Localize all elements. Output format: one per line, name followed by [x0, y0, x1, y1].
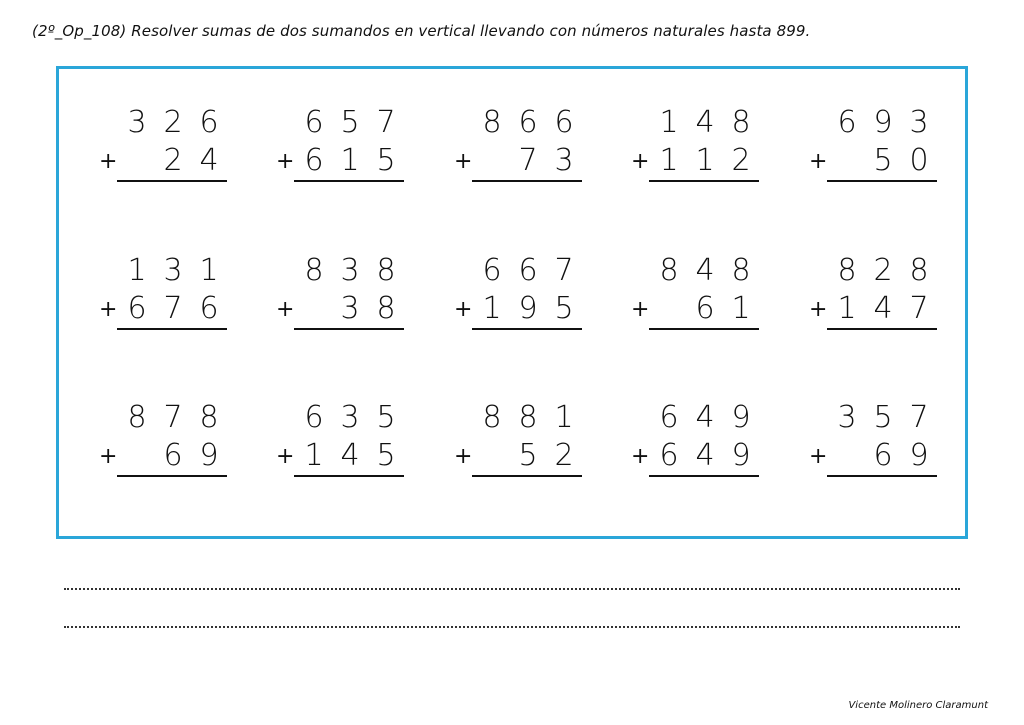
digit	[119, 440, 155, 472]
digit: 9	[199, 438, 219, 473]
plus-sign: +	[99, 444, 118, 469]
digit: 7	[376, 105, 396, 140]
first-addend	[119, 255, 227, 287]
digit	[651, 293, 687, 325]
digit: 5	[873, 143, 893, 178]
digit: 8	[304, 253, 324, 288]
answer-dotted-line[interactable]	[64, 588, 960, 590]
digit: 4	[873, 291, 893, 326]
sum-line	[472, 328, 582, 330]
sum-line	[294, 328, 404, 330]
second-addend	[474, 145, 582, 177]
digit: 8	[659, 253, 679, 288]
digit: 6	[659, 400, 679, 435]
first-addend	[651, 255, 759, 287]
second-addend	[829, 440, 937, 472]
digit: 8	[909, 253, 929, 288]
digit: 6	[482, 253, 502, 288]
digit: 1	[340, 143, 360, 178]
digit: 6	[163, 438, 183, 473]
sum-line	[827, 475, 937, 477]
digit: 6	[199, 105, 219, 140]
digit: 6	[518, 105, 538, 140]
digit	[829, 145, 865, 177]
first-addend	[296, 402, 404, 434]
second-addend	[651, 440, 759, 472]
first-addend	[474, 402, 582, 434]
digit: 8	[731, 105, 751, 140]
digit: 9	[731, 400, 751, 435]
first-addend	[296, 255, 404, 287]
digit: 3	[554, 143, 574, 178]
digit: 6	[304, 143, 324, 178]
digit: 4	[199, 143, 219, 178]
addition-problem[interactable]	[99, 255, 229, 335]
plus-sign: +	[99, 149, 118, 174]
addition-problem[interactable]	[809, 107, 939, 187]
digit: 8	[482, 105, 502, 140]
digit: 7	[518, 143, 538, 178]
plus-sign: +	[809, 149, 828, 174]
sum-line	[294, 475, 404, 477]
digit: 4	[695, 253, 715, 288]
digit: 6	[199, 291, 219, 326]
sum-line	[472, 180, 582, 182]
digit: 1	[482, 291, 502, 326]
first-addend	[829, 107, 937, 139]
digit: 5	[554, 291, 574, 326]
plus-sign: +	[276, 297, 295, 322]
second-addend	[474, 440, 582, 472]
plus-sign: +	[809, 444, 828, 469]
second-addend	[651, 293, 759, 325]
digit: 1	[837, 291, 857, 326]
second-addend	[829, 145, 937, 177]
digit: 1	[199, 253, 219, 288]
sum-line	[472, 475, 582, 477]
plus-sign: +	[631, 297, 650, 322]
digit: 7	[909, 291, 929, 326]
digit: 3	[340, 291, 360, 326]
sum-line	[117, 328, 227, 330]
second-addend	[119, 440, 227, 472]
digit: 8	[376, 291, 396, 326]
digit: 3	[163, 253, 183, 288]
addition-problem[interactable]	[454, 107, 584, 187]
digit: 8	[199, 400, 219, 435]
digit: 4	[695, 105, 715, 140]
digit: 7	[163, 291, 183, 326]
digit: 6	[554, 105, 574, 140]
digit: 2	[554, 438, 574, 473]
worksheet-title: (2º_Op_108) Resolver sumas de dos sumandos en vertical llevando con números naturales hasta 899.	[32, 22, 811, 40]
digit: 5	[340, 105, 360, 140]
digit: 8	[127, 400, 147, 435]
digit: 6	[304, 400, 324, 435]
digit: 3	[837, 400, 857, 435]
addition-problem[interactable]	[276, 107, 406, 187]
sum-line	[827, 328, 937, 330]
digit: 1	[304, 438, 324, 473]
digit	[474, 145, 510, 177]
second-addend	[296, 145, 404, 177]
addition-problem[interactable]	[276, 255, 406, 335]
addition-problem[interactable]	[454, 255, 584, 335]
digit: 6	[873, 438, 893, 473]
author-credit: Vicente Molinero Claramunt	[848, 700, 988, 711]
first-addend	[651, 107, 759, 139]
second-addend	[829, 293, 937, 325]
plus-sign: +	[454, 444, 473, 469]
first-addend	[296, 107, 404, 139]
sum-line	[117, 180, 227, 182]
digit: 9	[909, 438, 929, 473]
addition-problem[interactable]	[631, 107, 761, 187]
digit: 1	[659, 105, 679, 140]
digit: 3	[340, 253, 360, 288]
addition-problem[interactable]	[631, 402, 761, 482]
plus-sign: +	[276, 444, 295, 469]
first-addend	[119, 107, 227, 139]
second-addend	[651, 145, 759, 177]
digit: 6	[659, 438, 679, 473]
digit: 6	[837, 105, 857, 140]
digit: 8	[518, 400, 538, 435]
digit: 8	[376, 253, 396, 288]
first-addend	[651, 402, 759, 434]
first-addend	[474, 107, 582, 139]
digit	[474, 440, 510, 472]
first-addend	[474, 255, 582, 287]
digit: 4	[695, 400, 715, 435]
digit: 5	[518, 438, 538, 473]
sum-line	[649, 180, 759, 182]
plus-sign: +	[454, 149, 473, 174]
digit: 1	[731, 291, 751, 326]
sum-line	[294, 180, 404, 182]
exercise-box	[56, 66, 968, 539]
digit: 2	[163, 105, 183, 140]
addition-problem[interactable]	[631, 255, 761, 335]
plus-sign: +	[809, 297, 828, 322]
digit: 4	[340, 438, 360, 473]
digit: 1	[127, 253, 147, 288]
plus-sign: +	[99, 297, 118, 322]
digit: 7	[554, 253, 574, 288]
sum-line	[827, 180, 937, 182]
addition-problem[interactable]	[99, 107, 229, 187]
answer-dotted-line[interactable]	[64, 626, 960, 628]
digit: 6	[304, 105, 324, 140]
second-addend	[296, 440, 404, 472]
addition-problem[interactable]	[99, 402, 229, 482]
sum-line	[649, 328, 759, 330]
plus-sign: +	[454, 297, 473, 322]
digit: 5	[376, 438, 396, 473]
digit: 6	[695, 291, 715, 326]
addition-problem[interactable]	[276, 402, 406, 482]
digit	[296, 293, 332, 325]
digit: 2	[731, 143, 751, 178]
addition-problem[interactable]	[809, 402, 939, 482]
digit: 7	[909, 400, 929, 435]
digit: 3	[340, 400, 360, 435]
addition-problem[interactable]	[809, 255, 939, 335]
second-addend	[119, 145, 227, 177]
second-addend	[474, 293, 582, 325]
first-addend	[829, 255, 937, 287]
second-addend	[296, 293, 404, 325]
digit: 2	[873, 253, 893, 288]
digit: 5	[873, 400, 893, 435]
digit: 1	[695, 143, 715, 178]
digit: 1	[659, 143, 679, 178]
plus-sign: +	[631, 149, 650, 174]
addition-problem[interactable]	[454, 402, 584, 482]
sum-line	[117, 475, 227, 477]
digit	[829, 440, 865, 472]
digit: 6	[127, 291, 147, 326]
digit: 6	[518, 253, 538, 288]
sum-line	[649, 475, 759, 477]
digit: 1	[554, 400, 574, 435]
digit: 4	[695, 438, 715, 473]
digit: 5	[376, 400, 396, 435]
first-addend	[829, 402, 937, 434]
digit: 8	[482, 400, 502, 435]
digit: 0	[909, 143, 929, 178]
digit: 5	[376, 143, 396, 178]
digit: 8	[837, 253, 857, 288]
digit: 8	[731, 253, 751, 288]
digit: 9	[731, 438, 751, 473]
digit: 3	[127, 105, 147, 140]
digit	[119, 145, 155, 177]
plus-sign: +	[631, 444, 650, 469]
plus-sign: +	[276, 149, 295, 174]
second-addend	[119, 293, 227, 325]
digit: 9	[518, 291, 538, 326]
first-addend	[119, 402, 227, 434]
digit: 9	[873, 105, 893, 140]
digit: 7	[163, 400, 183, 435]
digit: 2	[163, 143, 183, 178]
digit: 3	[909, 105, 929, 140]
